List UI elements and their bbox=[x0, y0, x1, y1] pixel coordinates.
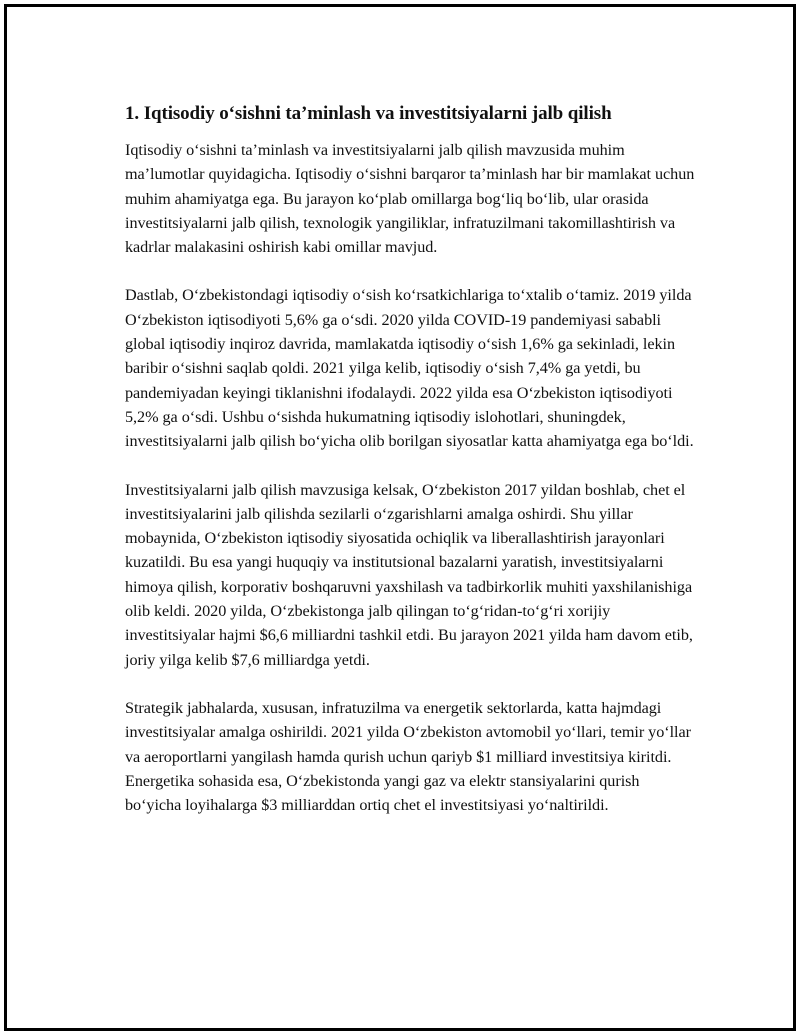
paragraph-intro: Iqtisodiy o‘sishni ta’minlash va investitsiyalarni jalb qilish mavzusida muhim ma’lumotlar quyidagicha. Iqtisodiy o‘sishni barqaror ta’minlash har bir mamlakat uchun muhim ahamiyatga ega. Bu jarayon ko‘plab omillarga bog‘liq bo‘lib, ular orasida investitsiyalarni jalb qilish, texnologik yangiliklar, infratuzilmani takomillashtirish va kadrlar malakasini oshirish kabi omillar mavjud. bbox=[125, 141, 695, 257]
document-body bbox=[125, 102, 695, 841]
section-heading: 1. Iqtisodiy o‘sishni ta’minlash va investitsiyalarni jalb qilish bbox=[125, 103, 612, 124]
page-frame bbox=[4, 4, 796, 1031]
paragraph-growth-figures: Dastlab, O‘zbekistondagi iqtisodiy o‘sish ko‘rsatkichlariga to‘xtalib o‘tamiz. 2019 yilda O‘zbekiston iqtisodiyoti 5,6% ga o‘sdi. 2020 yilda COVID-19 pandemiyasi sababli global iqtisodiy inqiroz davrida, mamlakatda iqtisodiy o‘sish 1,6% ga sekinladi, lekin baribir o‘sishni saqlab qoldi. 2021 yilga kelib, iqtisodiy o‘sish 7,4% ga yetdi, bu pandemiyadan keyingi tiklanishni ifodalaydi. 2022 yilda esa O‘zbekiston iqtisodiyoti 5,2% ga o‘sdi. Ushbu o‘sishda hukumatning iqtisodiy islohotlari, shuningdek, investitsiyalarni jalb qilish bo‘yicha olib borilgan siyosatlar katta ahamiyatga ega bo‘ldi. bbox=[125, 286, 694, 451]
paragraph-investment-attraction: Investitsiyalarni jalb qilish mavzusiga kelsak, O‘zbekiston 2017 yildan boshlab, chet el investitsiyalarini jalb qilishda sezilarli o‘zgarishlarni amalga oshirdi. Shu yillar mobaynida, O‘zbekiston iqtisodiy siyosatida ochiqlik va liberallashtirish jarayonlari kuzatildi. Bu esa yangi huquqiy va institutsional bazalarni yaratish, investitsiyalarni himoya qilish, korporativ boshqaruvni yaxshilash va tadbirkorlik muhiti yaxshilanishiga olib keldi. 2020 yilda, O‘zbekistonga jalb qilingan to‘g‘ridan-to‘g‘ri xorijiy investitsiyalar hajmi $6,6 milliardni tashkil etdi. Bu jarayon 2021 yilda ham davom etib, joriy yilga kelib $7,6 milliardga yetdi. bbox=[125, 480, 693, 669]
paragraph-strategic-sectors: Strategik jabhalarda, xususan, infratuzilma va energetik sektorlarda, katta hajmdagi investitsiyalar amalga oshirildi. 2021 yilda O‘zbekiston avtomobil yo‘llari, temir yo‘llar va aeroportlarni yangilash hamda qurish uchun qariyb $1 milliard investitsiya kiritdi. Energetika sohasida esa, O‘zbekistonda yangi gaz va elektr stansiyalarini qurish bo‘yicha loyihalarga $3 milliarddan ortiq chet el investitsiyasi yo‘naltirildi. bbox=[125, 698, 691, 815]
